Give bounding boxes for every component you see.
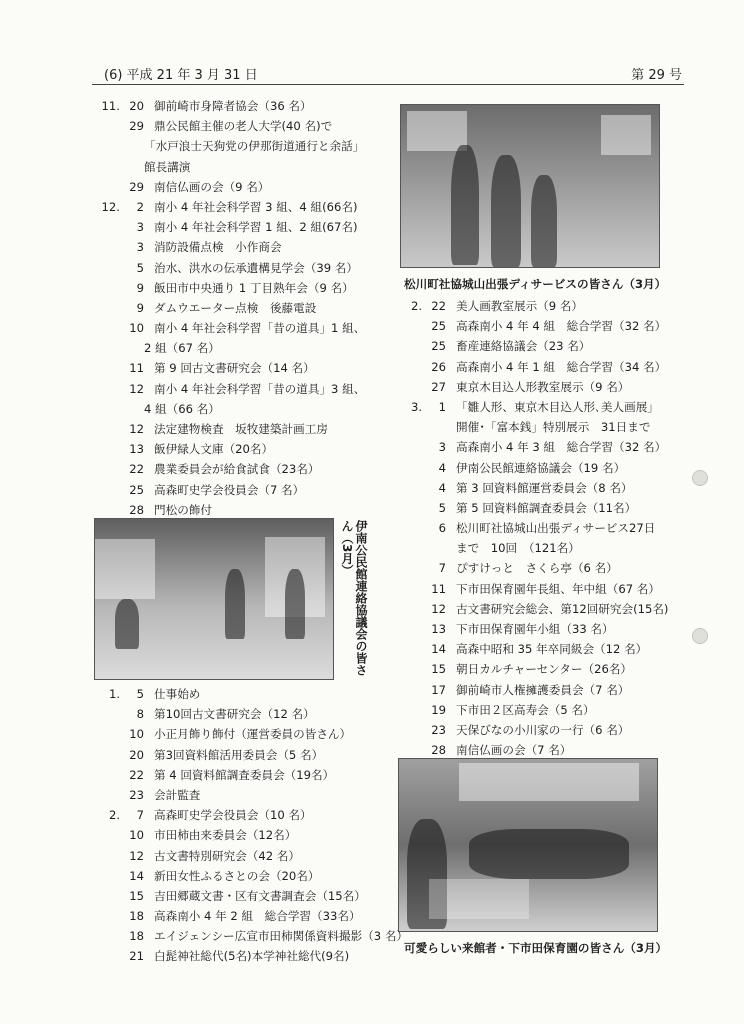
diary-entry	[96, 177, 386, 197]
entry-text: 南信仏画の会（9 名）	[154, 179, 270, 194]
entry-text: 開催･「富本銭」特別展示 31日まで	[456, 420, 651, 435]
entry-day: 14	[129, 868, 144, 883]
entry-text: 東京木目込人形教室展示（9 名）	[456, 379, 630, 394]
entry-text: 畜産連絡協議会（23 名）	[456, 339, 591, 354]
entry-text: エイジェンシー広宣市田柿関係資料撮影（3 名）	[154, 929, 409, 944]
caption-inan-kominkan: 伊南公民館連絡協議会の皆さん（3月）	[340, 520, 368, 676]
diary-entry	[398, 357, 698, 377]
entry-text: ダムウエーター点検 後藤電設	[154, 300, 317, 315]
diary-entry	[96, 886, 386, 906]
entry-day: 23	[431, 722, 446, 737]
entry-day: 4	[438, 460, 446, 475]
diary-entry	[398, 579, 698, 599]
entry-day: 22	[129, 462, 144, 477]
entry-day: 13	[129, 442, 144, 457]
entry-text: 第 9 回古文書研究会（14 名）	[154, 361, 315, 376]
diary-entry	[96, 459, 386, 479]
entry-month: 12.	[101, 199, 120, 214]
entry-text: 南信仏画の会（7 名）	[456, 743, 572, 758]
diary-entry	[398, 397, 698, 417]
entry-text: 消防設備点検 小作商会	[154, 240, 282, 255]
entry-text: 南小 4 年社会科学習 1 組、2 組(67名)	[154, 220, 358, 235]
entry-text: 2 組（67 名）	[144, 341, 220, 356]
diary-entry	[96, 866, 386, 886]
header-rule	[92, 84, 684, 85]
diary-entry	[96, 197, 386, 217]
entry-text: 第 5 回資料館調査委員会（11名）	[456, 500, 637, 515]
entry-month: 2.	[108, 808, 120, 823]
diary-entry	[96, 439, 386, 459]
entry-day: 21	[129, 949, 144, 964]
diary-entry	[96, 684, 386, 704]
diary-entry	[96, 906, 386, 926]
entry-day: 8	[136, 707, 144, 722]
entry-text: 鼎公民館主催の老人大学(40 名)で	[154, 119, 333, 134]
diary-entry	[398, 639, 698, 659]
diary-entry	[96, 480, 386, 500]
photo-inan-kominkan	[94, 518, 334, 680]
entry-text: 市田柿由来委員会（12名）	[154, 828, 297, 843]
entry-text: 第10回古文書研究会（12 名）	[154, 707, 315, 722]
entry-text: 南小 4 年社会科学習「昔の道具」1 組、	[154, 321, 366, 336]
diary-entry	[398, 498, 698, 518]
diary-entry	[96, 399, 386, 419]
entry-text: 南小 4 年社会科学習 3 組、4 組(66名)	[154, 199, 358, 214]
entry-text: 飯田市中央通り 1 丁目熟年会（9 名）	[154, 280, 354, 295]
entry-text: 治水、洪水の伝承遺構見学会（39 名）	[154, 260, 358, 275]
entry-day: 13	[431, 622, 446, 636]
caption-day-service: 松川町社協城山出張ディサービスの皆さん（3月）	[404, 277, 667, 291]
diary-entry	[96, 258, 386, 278]
diary-entry	[96, 338, 386, 358]
entry-text: 美人画教室展示（9 名）	[456, 299, 583, 313]
entry-day: 7	[136, 808, 144, 823]
entry-month: 11.	[101, 99, 120, 113]
diary-entry	[96, 825, 386, 845]
entry-day: 22	[431, 299, 446, 313]
diary-left-upper	[96, 96, 386, 520]
diary-entry	[96, 298, 386, 318]
entry-day: 10	[129, 828, 144, 843]
diary-entry	[398, 680, 698, 700]
entry-text: 小正月飾り飾付（運営委員の皆さん）	[154, 727, 352, 742]
entry-day: 6	[438, 521, 446, 536]
diary-entry	[96, 946, 386, 966]
diary-entry	[398, 599, 698, 619]
entry-text: 飯伊緑人文庫（20名）	[154, 442, 274, 457]
entry-text: 館長講演	[144, 159, 191, 174]
diary-entry	[398, 700, 698, 720]
diary-entry	[398, 417, 698, 437]
entry-text: 「水戸浪士天狗党の伊那街道通行と余話」	[144, 139, 365, 154]
diary-entry	[398, 316, 698, 336]
entry-day: 10	[129, 321, 144, 336]
entry-day: 12	[129, 422, 144, 436]
entry-month: 2.	[410, 299, 422, 313]
entry-day: 15	[129, 888, 144, 903]
diary-entry	[96, 237, 386, 257]
entry-day: 20	[129, 99, 144, 113]
diary-entry	[398, 558, 698, 578]
entry-day: 18	[129, 909, 144, 924]
diary-entry	[398, 659, 698, 679]
diary-entry	[398, 720, 698, 740]
entry-text: 門松の飾付	[154, 502, 212, 517]
entry-text: 南小 4 年社会科学習「昔の道具」3 組、	[154, 381, 366, 396]
entry-text: 高森中昭和 35 年卒同級会（12 名）	[456, 642, 648, 657]
entry-day: 2	[136, 199, 144, 214]
entry-text: 御前崎市身障者協会（36 名）	[154, 99, 312, 113]
entry-day: 10	[129, 727, 144, 742]
diary-entry	[398, 336, 698, 356]
entry-month: 3.	[410, 399, 422, 414]
entry-day: 28	[129, 502, 144, 517]
entry-day: 12	[129, 381, 144, 396]
entry-day: 28	[431, 743, 446, 758]
diary-entry	[96, 116, 386, 136]
caption-nursery-visit: 可愛らしい来館者・下市田保育園の皆さん（3月）	[404, 941, 668, 955]
entry-day: 18	[129, 929, 144, 944]
entry-day: 29	[129, 119, 144, 134]
entry-day: 25	[431, 339, 446, 354]
diary-entry	[398, 437, 698, 457]
entry-text: 「雛人形、東京木目込人形､美人画展」	[456, 399, 659, 414]
entry-day: 25	[431, 319, 446, 334]
entry-day: 23	[129, 787, 144, 802]
entry-text: まで 10回 （121名）	[456, 541, 580, 556]
entry-day: 5	[136, 260, 144, 275]
entry-day: 20	[129, 747, 144, 762]
entry-text: 下市田保育園年長組、年中組（67 名）	[456, 581, 660, 596]
diary-entry	[398, 296, 698, 316]
diary-left-lower	[96, 684, 409, 967]
entry-text: 伊南公民館連絡協議会（19 名）	[456, 460, 626, 475]
diary-right	[398, 296, 698, 760]
diary-entry	[96, 704, 386, 724]
entry-day: 25	[129, 482, 144, 497]
entry-day: 9	[136, 280, 144, 295]
entry-day: 12	[129, 848, 144, 863]
entry-text: 松川町社協城山出張ディサービス27日	[456, 521, 656, 536]
entry-day: 12	[431, 601, 446, 616]
diary-entry	[96, 419, 386, 439]
entry-month: 1.	[108, 687, 120, 701]
entry-text: 会計監査	[154, 787, 201, 802]
entry-day: 3	[136, 240, 144, 255]
entry-text: ぴすけっと さくら亭（6 名）	[456, 561, 618, 576]
diary-entry	[96, 765, 386, 785]
diary-entry	[96, 785, 386, 805]
entry-day: 26	[431, 359, 446, 374]
entry-day: 11	[431, 581, 446, 596]
entry-day: 3	[136, 220, 144, 235]
diary-entry	[96, 745, 386, 765]
diary-entry	[398, 377, 698, 397]
diary-entry	[96, 724, 386, 744]
entry-day: 3	[438, 440, 446, 455]
diary-entry	[398, 538, 698, 558]
diary-entry	[96, 217, 386, 237]
diary-entry	[398, 458, 698, 478]
entry-text: 古文書研究会総会、第12回研究会(15名)	[456, 601, 669, 616]
diary-entry	[96, 846, 386, 866]
diary-entry	[96, 136, 386, 156]
entry-text: 新田女性ふるさとの会（20名）	[154, 868, 320, 883]
entry-day: 4	[438, 480, 446, 495]
entry-day: 7	[438, 561, 446, 576]
entry-text: 下市田保育園年小組（33 名）	[456, 622, 614, 636]
entry-text: 4 組（66 名）	[144, 401, 220, 416]
entry-day: 11	[129, 361, 144, 376]
diary-entry	[96, 318, 386, 338]
diary-entry	[96, 157, 386, 177]
diary-entry	[96, 500, 386, 520]
entry-text: 高森南小 4 年 4 組 総合学習（32 名）	[456, 319, 667, 334]
entry-text: 天保びなの小川家の一行（6 名）	[456, 722, 630, 737]
entry-text: 仕事始め	[154, 687, 201, 701]
entry-day: 29	[129, 179, 144, 194]
entry-text: 法定建物検査 坂牧建築計画工房	[154, 422, 328, 436]
entry-text: 朝日カルチャーセンター（26名）	[456, 662, 633, 677]
entry-text: 高森南小 4 年 3 組 総合学習（32 名）	[456, 440, 667, 455]
entry-text: 吉田郷蔵文書・区有文書調査会（15名）	[154, 888, 366, 903]
entry-day: 5	[438, 500, 446, 515]
entry-text: 高森町史学会役員会（10 名）	[154, 808, 312, 823]
diary-entry	[96, 96, 386, 116]
issue-date: (6) 平成 21 年 3 月 31 日	[104, 68, 258, 83]
entry-day: 19	[431, 702, 446, 717]
entry-text: 高森町史学会役員会（7 名）	[154, 482, 305, 497]
entry-day: 17	[431, 682, 446, 697]
diary-entry	[96, 358, 386, 378]
entry-text: 下市田２区高寿会（5 名）	[456, 702, 595, 717]
entry-day: 22	[129, 767, 144, 782]
diary-entry	[398, 740, 698, 760]
entry-text: 御前崎市人権擁護委員会（7 名）	[456, 682, 630, 697]
entry-text: 古文書特別研究会（42 名）	[154, 848, 300, 863]
entry-text: 白髭神社総代(5名)本学神社総代(9名)	[154, 949, 350, 964]
diary-entry	[398, 619, 698, 639]
entry-text: 高森南小 4 年 2 組 総合学習（33名）	[154, 909, 361, 924]
photo-nursery-visit	[398, 758, 658, 932]
entry-text: 第3回資料館活用委員会（5 名）	[154, 747, 324, 762]
entry-text: 第 3 回資料館運営委員会（8 名）	[456, 480, 633, 495]
entry-day: 5	[136, 687, 144, 701]
diary-entry	[96, 379, 386, 399]
entry-text: 高森南小 4 年 1 組 総合学習（34 名）	[456, 359, 667, 374]
photo-day-service	[400, 104, 660, 268]
entry-day: 9	[136, 300, 144, 315]
entry-text: 第 4 回資料館調査委員会（19名）	[154, 767, 335, 782]
diary-entry	[398, 518, 698, 538]
diary-entry	[96, 926, 409, 946]
issue-number: 第 29 号	[631, 68, 682, 83]
diary-entry	[398, 478, 698, 498]
diary-entry	[96, 805, 386, 825]
entry-day: 15	[431, 662, 446, 677]
entry-text: 農業委員会が給食試食（23名）	[154, 462, 320, 477]
diary-entry	[96, 278, 386, 298]
entry-day: 1	[438, 399, 446, 414]
entry-day: 14	[431, 642, 446, 657]
entry-day: 27	[431, 379, 446, 394]
